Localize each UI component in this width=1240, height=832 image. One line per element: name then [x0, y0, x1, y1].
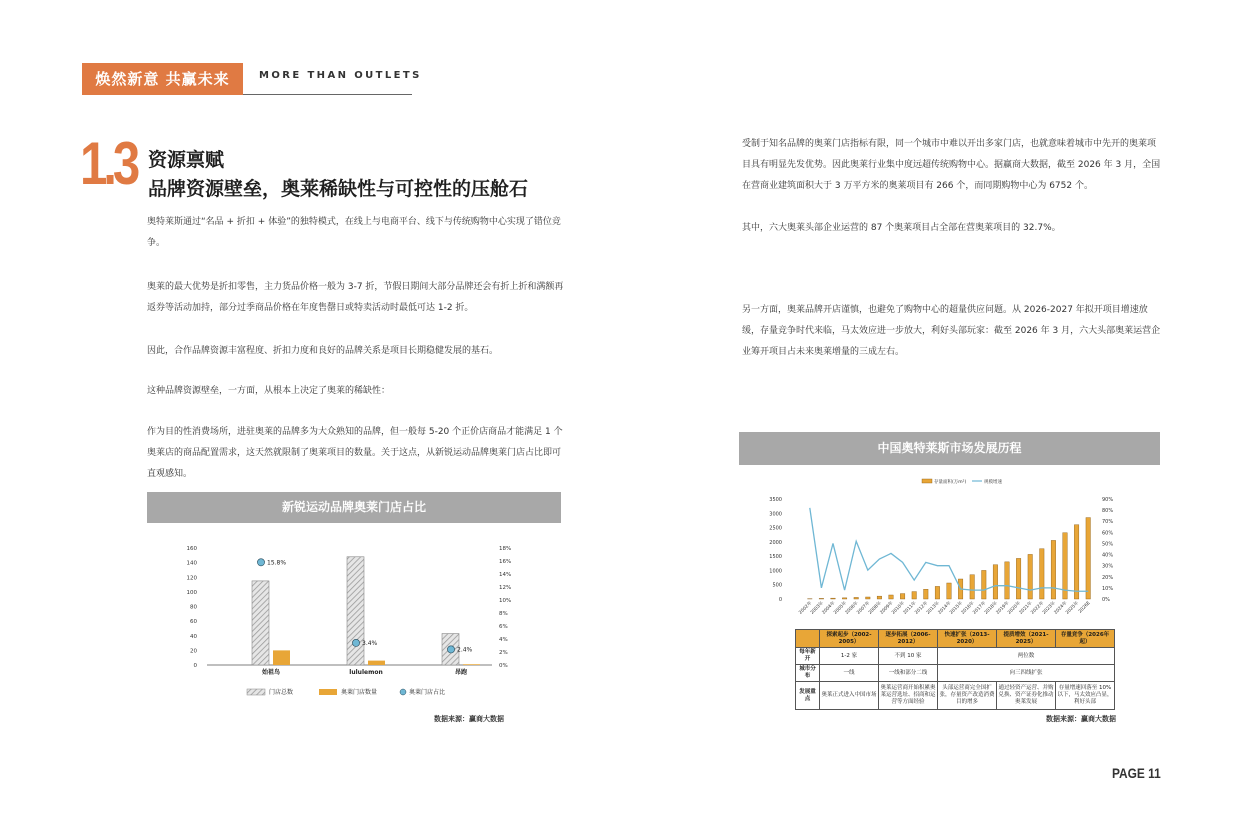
bar-area	[842, 598, 847, 599]
growth-line	[810, 508, 1088, 591]
y2-tick-label: 10%	[499, 598, 512, 604]
y-tick-label: 100	[186, 589, 197, 596]
y-tick-label: 40	[190, 633, 197, 640]
bar-area	[1086, 518, 1091, 599]
table-cell: 通过轻资产运营、并购兑换、资产证券化推动奥莱发展	[997, 682, 1056, 710]
bar-area	[819, 598, 824, 599]
table-cell: 向三四线扩张	[938, 665, 1115, 682]
row-label: 发展重点	[796, 682, 820, 710]
section-title: 资源禀赋	[148, 149, 225, 171]
table-cell: 存量增速回落至 10% 以下，马太效应凸显，利好头部	[1056, 682, 1115, 710]
y-tick-label: 160	[186, 546, 197, 552]
bar-area	[1005, 562, 1010, 599]
x-tick-label: 始祖鸟	[261, 669, 281, 676]
bar-area	[831, 598, 836, 599]
legend-swatch-ratio	[400, 689, 406, 695]
bar-outlet-stores	[368, 661, 385, 665]
y2-tick-label: 60%	[1102, 530, 1114, 537]
x-tick-label: 2006年	[844, 600, 860, 616]
legend-label: 规模增速	[984, 480, 1002, 485]
y2-tick-label: 18%	[499, 546, 512, 552]
x-tick-label: lululemon	[349, 669, 383, 676]
ratio-point	[447, 646, 454, 653]
header-divider	[243, 94, 412, 95]
y-tick-label: 500	[772, 582, 782, 589]
y2-tick-label: 80%	[1102, 508, 1114, 515]
table-cell: 一线	[820, 665, 879, 682]
y-tick-label: 2000	[769, 539, 782, 546]
y-tick-label: 0	[193, 663, 197, 669]
y-tick-label: 1000	[769, 568, 782, 575]
bar-total-stores	[347, 557, 364, 665]
header-english: MORE THAN OUTLETS	[259, 70, 422, 81]
table-row	[796, 682, 1115, 710]
bar-area	[912, 592, 917, 599]
bar-area	[982, 570, 987, 599]
bar-total-stores	[252, 581, 269, 665]
y2-tick-label: 40%	[1102, 552, 1114, 559]
x-tick-label: 2016年	[960, 600, 976, 616]
y2-tick-label: 70%	[1102, 519, 1114, 526]
x-tick-label: 2012年	[914, 600, 930, 616]
ratio-label: 3.4%	[362, 639, 378, 647]
x-tick-label: 2008年	[867, 600, 883, 616]
right-paragraph-1: 受制于知名品牌的奥莱门店指标有限，同一个城市中难以开出多家门店，也就意味着城市中先开的奥莱项目具有明显先发优势。因此奥莱行业集中度远超传统购物中心。据赢商大数据，截至 2026 年 3 月，全国在营商业建筑面积大于 3 万平方米的奥莱项目有 266 个，而同期购物中心为 6752 个。	[742, 139, 1161, 191]
y2-tick-label: 16%	[499, 559, 512, 565]
left-paragraph-5: 作为目的性消费场所，进驻奥莱的品牌多为大众熟知的品牌，但一般每 5-20 个正价店商品才能满足 1 个奥莱店的商品配置需求，这天然就限制了奥莱项目的数量。关于这点，从新锐运动品牌奥莱门店占比即可直观感知。	[147, 427, 563, 479]
bar-area	[1040, 549, 1045, 599]
phase-header: 快速扩张（2013-2020）	[938, 630, 997, 648]
y-tick-label: 60	[190, 619, 197, 626]
left-paragraph-4: 这种品牌资源壁垒，一方面，从根本上决定了奥莱的稀缺性：	[147, 386, 391, 396]
x-tick-label: 2009年	[879, 600, 895, 616]
table-cell: 两位数	[938, 648, 1115, 665]
bar-area	[900, 594, 905, 599]
y-tick-label: 1500	[769, 554, 782, 561]
left-paragraph-1: 奥特莱斯通过“名品 + 折扣 + 体验”的独特模式，在线上与电商平台、线下与传统购物中心实现了错位竞争。	[147, 217, 561, 248]
row-label: 城市分布	[796, 665, 820, 682]
y-tick-label: 20	[190, 648, 197, 655]
legend-label: 奥莱门店数量	[341, 689, 378, 696]
bar-area	[935, 586, 940, 599]
table-cell: 不到 10 家	[879, 648, 938, 665]
y2-tick-label: 4%	[499, 637, 508, 643]
right-chart	[762, 472, 1162, 622]
legend-swatch-outlet	[319, 689, 337, 695]
left-paragraph-3: 因此，合作品牌资源丰富程度、折扣力度和良好的品牌关系是项目长期稳健发展的基石。	[147, 346, 499, 356]
bar-area	[1051, 540, 1056, 599]
y-tick-label: 3000	[769, 511, 782, 518]
table-cell: 头部运营商完全国扩张，存量资产改造消费目的增多	[938, 682, 997, 710]
y2-tick-label: 50%	[1102, 541, 1114, 548]
y2-tick-label: 8%	[499, 611, 508, 617]
y2-tick-label: 20%	[1102, 574, 1114, 581]
x-tick-label: 2011年	[902, 600, 918, 616]
left-paragraph-2: 奥莱的最大优势是折扣零售，主力货品价格一般为 3-7 折，节假日期间大部分品牌还会有折上折和满额再返券等活动加持，部分过季商品价格在年度售罄日或特卖活动时最低可达 1-2 折。	[147, 282, 564, 313]
left-chart	[147, 538, 561, 728]
bar-area	[1028, 554, 1033, 599]
right-paragraph-3: 另一方面，奥莱品牌开店谨慎，也避免了购物中心的超量供应问题。从 2026-2027 年拟开项目增速放缓，存量竞争时代来临，马太效应进一步放大，利好头部玩家：截至 2026 年 3 月，六大头部奥莱运营企业筹开项目占未来奥莱增量的三成左右。	[742, 305, 1161, 357]
y2-tick-label: 12%	[499, 585, 512, 591]
bar-area	[970, 575, 975, 599]
phase-table	[795, 629, 1115, 710]
ratio-label: 15.8%	[267, 559, 287, 567]
y2-tick-label: 2%	[499, 650, 508, 656]
row-label: 每年新开	[796, 648, 820, 665]
x-tick-label: 2024年	[1053, 600, 1069, 616]
bar-outlet-stores	[273, 650, 290, 665]
bar-area	[854, 597, 859, 599]
x-tick-label: 昂跑	[454, 669, 468, 676]
x-tick-label: 2007年	[856, 600, 872, 616]
ratio-point	[352, 639, 359, 646]
legend-label: 奥莱门店占比	[409, 689, 446, 696]
x-tick-label: 2015年	[949, 600, 965, 616]
bar-area	[866, 597, 871, 599]
bar-area	[924, 589, 929, 599]
legend-swatch-total	[247, 689, 265, 695]
page-label: PAGE	[1112, 765, 1145, 781]
x-tick-label: 2013年	[925, 600, 941, 616]
bar-area	[1074, 525, 1079, 599]
phase-header: 存量竞争（2026年起）	[1056, 630, 1115, 648]
y2-tick-label: 14%	[499, 572, 512, 578]
legend-label: 门店总数	[269, 689, 294, 696]
bar-area	[1063, 533, 1068, 599]
page-value: 11	[1148, 765, 1161, 781]
y2-tick-label: 10%	[1102, 585, 1114, 592]
x-tick-label: 2010年	[891, 600, 907, 616]
y2-tick-label: 0%	[499, 663, 508, 669]
bar-outlet-stores	[463, 664, 480, 665]
phase-header: 探索起步（2002-2005）	[820, 630, 879, 648]
x-tick-label: 2021年	[1018, 600, 1034, 616]
legend-swatch-area	[922, 479, 932, 483]
phase-corner	[796, 630, 820, 648]
x-tick-label: 2005年	[833, 600, 849, 616]
section-number: 1.3	[80, 130, 137, 197]
header-slogan: 焕然新意 共赢未来	[82, 63, 243, 95]
bar-area	[889, 595, 894, 599]
table-row	[796, 665, 1115, 682]
bar-area	[947, 583, 952, 599]
table-cell: 1-2 家	[820, 648, 879, 665]
y-tick-label: 3500	[769, 497, 782, 503]
y-tick-label: 2500	[769, 525, 782, 532]
bar-area	[993, 565, 998, 599]
x-tick-label: 2017年	[972, 600, 988, 616]
table-row	[796, 648, 1115, 665]
x-tick-label: 2026E	[1077, 600, 1092, 615]
ratio-label: 2.4%	[457, 646, 473, 654]
x-tick-label: 2018年	[983, 600, 999, 616]
x-tick-label: 2023年	[1041, 600, 1057, 616]
page-number	[1112, 765, 1161, 781]
x-tick-label: 2014年	[937, 600, 953, 616]
y-tick-label: 0	[778, 597, 782, 603]
right-chart-heading: 中国奥特莱斯市场发展历程	[739, 432, 1160, 465]
x-tick-label: 2019年	[995, 600, 1011, 616]
y2-tick-label: 90%	[1102, 497, 1114, 503]
right-chart-source: 数据来源：赢商大数据	[1046, 715, 1116, 723]
y2-tick-label: 30%	[1102, 563, 1114, 570]
y-tick-label: 140	[186, 560, 197, 567]
x-tick-label: 2004年	[821, 600, 837, 616]
y2-tick-label: 0%	[1102, 597, 1110, 603]
table-cell: 一线和部分二线	[879, 665, 938, 682]
x-tick-label: 2025年	[1065, 600, 1081, 616]
bar-area	[1016, 558, 1021, 599]
phase-header: 逐步拓展（2006-2012）	[879, 630, 938, 648]
right-paragraph-2: 其中，六大奥莱头部企业运营的 87 个奥莱项目占全部在营奥莱项目的 32.7%。	[742, 223, 1061, 233]
legend-label: 存量面积(万m²)	[934, 480, 967, 485]
x-tick-label: 2002年	[798, 600, 814, 616]
y2-tick-label: 6%	[499, 624, 508, 630]
x-tick-label: 2022年	[1030, 600, 1046, 616]
left-chart-source: 数据来源：赢商大数据	[434, 715, 504, 723]
x-tick-label: 2020年	[1007, 600, 1023, 616]
bar-area	[877, 596, 882, 599]
phase-header: 提质增效（2021-2025）	[997, 630, 1056, 648]
section-subtitle: 品牌资源壁垒，奥莱稀缺性与可控性的压舱石	[148, 178, 529, 200]
y-tick-label: 80	[190, 604, 197, 611]
table-cell: 奥莱正式进入中国市场	[820, 682, 879, 710]
x-tick-label: 2003年	[809, 600, 825, 616]
table-cell: 奥莱运营商开始积累奥莱运营选址、招商和运营等方面经验	[879, 682, 938, 710]
ratio-point	[257, 559, 264, 566]
y-tick-label: 120	[186, 575, 197, 582]
left-chart-heading: 新锐运动品牌奥莱门店占比	[147, 492, 561, 523]
